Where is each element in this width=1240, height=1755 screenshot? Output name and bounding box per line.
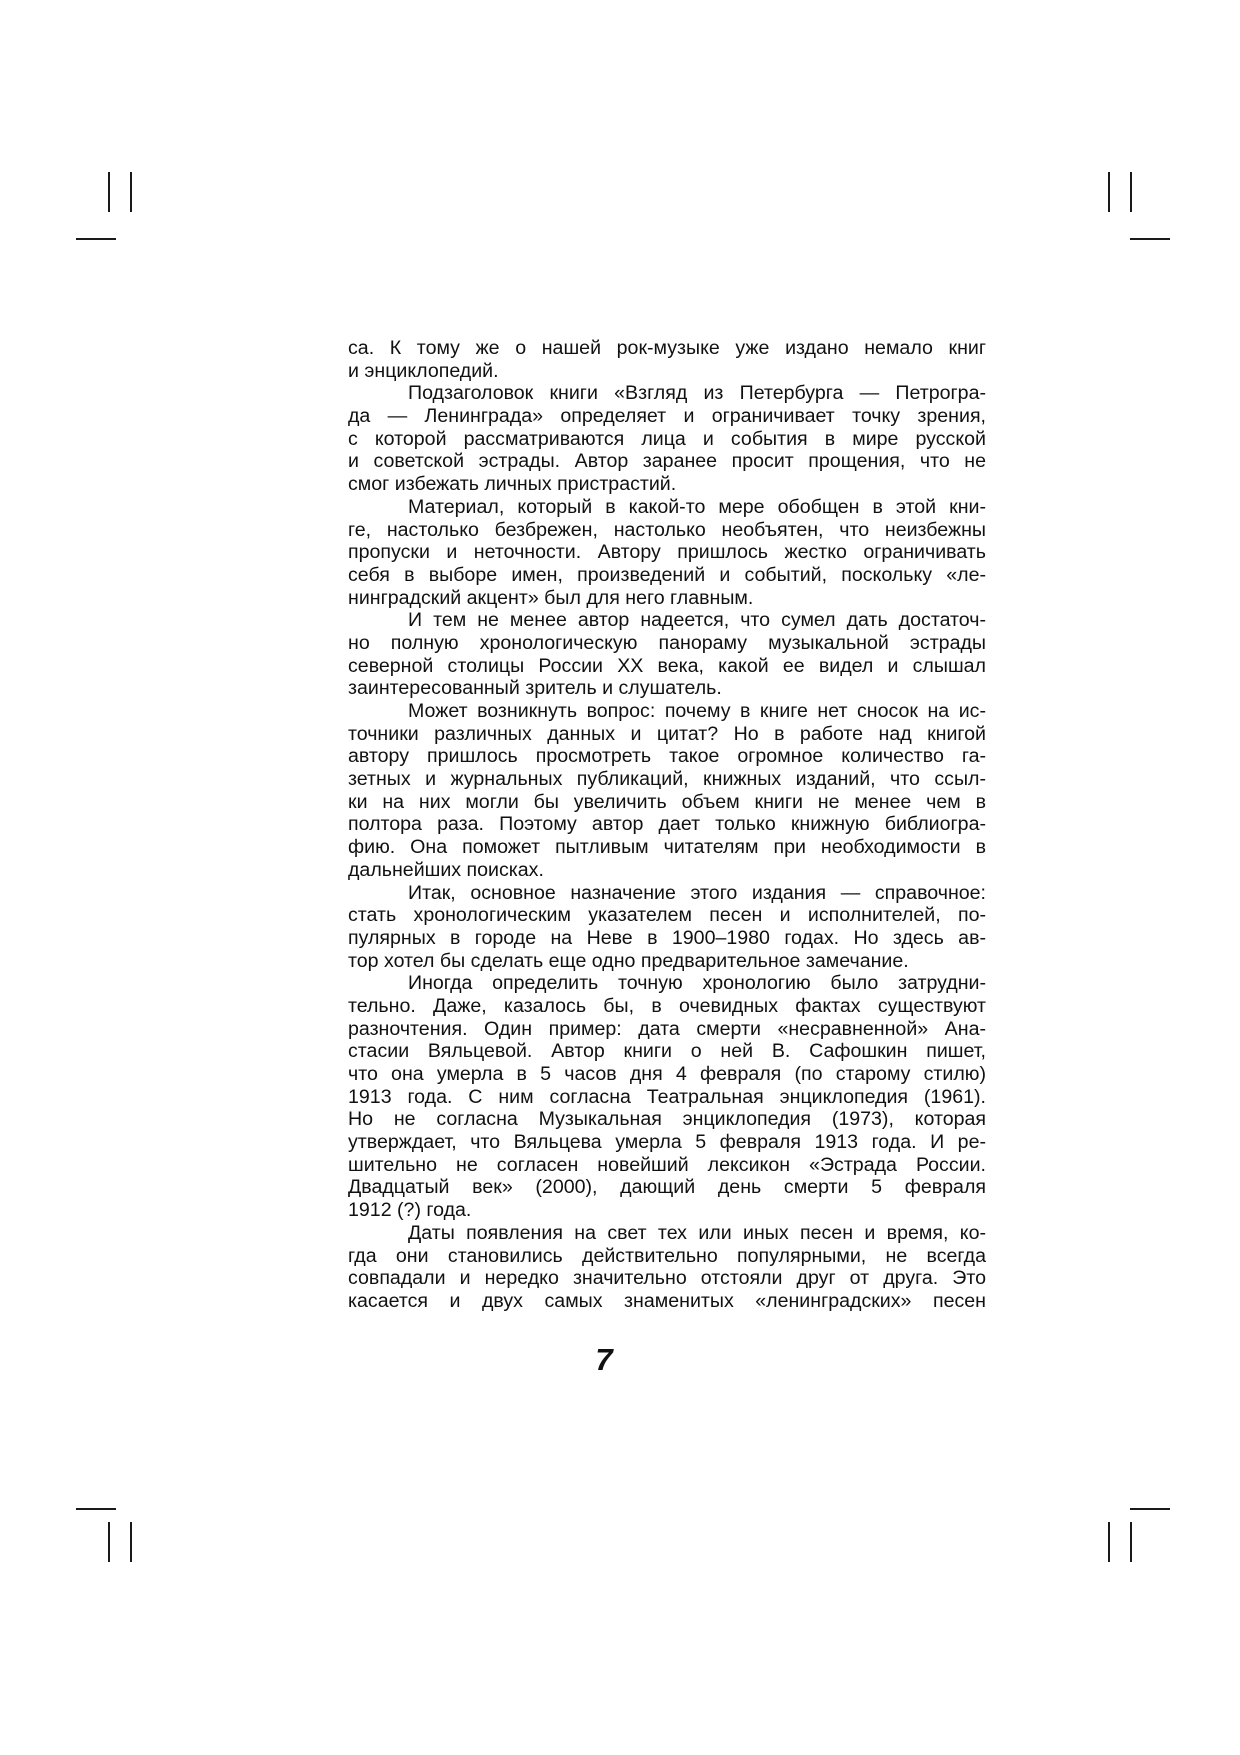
text-line: совпадали и нередко значительно отстояли друг от друга. Это xyxy=(348,1267,986,1290)
text-line: тельно. Даже, казалось бы, в очевидных фактах существуют xyxy=(348,994,986,1017)
text-line: стать хронологическим указателем песен и исполнителей, по- xyxy=(348,904,986,927)
text-line: ге, настолько безбрежен, настолько необъятен, что неизбежны xyxy=(348,518,986,541)
text-line: смог избежать личных пристрастий. xyxy=(348,473,677,496)
crop-mark xyxy=(1108,172,1110,212)
text-line: да — Ленинграда» определяет и ограничивает точку зрения, xyxy=(348,405,986,428)
text-line: но полную хронологическую панораму музыкальной эстрады xyxy=(348,631,986,654)
crop-mark xyxy=(130,1522,132,1562)
crop-mark xyxy=(1130,1508,1170,1510)
text-line: точники различных данных и цитат? Но в работе над книгой xyxy=(348,722,986,745)
text-line: автору пришлось просмотреть такое огромное количество га- xyxy=(348,745,986,768)
text-line: себя в выборе имен, произведений и событий, поскольку «ле- xyxy=(348,563,986,586)
text-line: Двадцатый век» (2000), дающий день смерти 5 февраля xyxy=(348,1176,986,1199)
crop-mark xyxy=(1130,238,1170,240)
paragraph xyxy=(348,972,986,1222)
text-line: стасии Вяльцевой. Автор книги о ней В. Сафошкин пишет, xyxy=(348,1040,986,1063)
crop-mark xyxy=(1108,1522,1110,1562)
text-line: северной столицы России XX века, какой ее видел и слышал xyxy=(348,654,986,677)
paragraph xyxy=(348,1222,986,1313)
text-line: дальнейших поисках. xyxy=(348,858,544,881)
text-line: шительно не согласен новейший лексикон «Эстрада России. xyxy=(348,1153,986,1176)
body-text xyxy=(348,337,986,1313)
text-line: 1913 года. С ним согласна Театральная энциклопедия (1961). xyxy=(348,1085,986,1108)
text-line: ки на них могли бы увеличить объем книги не менее чем в xyxy=(348,790,986,813)
paragraph xyxy=(348,337,986,382)
crop-mark xyxy=(1130,1522,1132,1562)
text-line: Материал, который в какой-то мере обобщен в этой кни- xyxy=(408,495,986,518)
crop-mark xyxy=(1130,172,1132,212)
text-line: Может возникнуть вопрос: почему в книге нет сносок на ис- xyxy=(408,700,986,722)
crop-mark xyxy=(76,238,116,240)
text-line: пропуски и неточности. Автору пришлось жестко ограничивать xyxy=(348,541,986,564)
paragraph xyxy=(348,496,986,609)
paragraph xyxy=(348,609,986,700)
text-line: что она умерла в 5 часов дня 4 февраля (по старому стилю) xyxy=(348,1063,986,1085)
text-line: фию. Она поможет пытливым читателям при необходимости в xyxy=(348,836,986,859)
paragraph xyxy=(348,700,986,882)
text-line: са. К тому же о нашей рок-музыке уже издано немало книг xyxy=(348,337,986,359)
text-line: и советской эстрады. Автор заранее просит прощения, что не xyxy=(348,450,986,473)
text-line: пулярных в городе на Неве в 1900–1980 годах. Но здесь ав- xyxy=(348,926,986,949)
text-line: нинградский акцент» был для него главным. xyxy=(348,586,754,609)
text-line: Но не согласна Музыкальная энциклопедия (1973), которая xyxy=(348,1108,986,1131)
text-line: и энциклопедий. xyxy=(348,359,499,382)
crop-mark xyxy=(108,172,110,212)
crop-mark xyxy=(108,1522,110,1562)
text-line: Иногда определить точную хронологию было затрудни- xyxy=(408,972,986,995)
text-line: Даты появления на свет тех или иных песен и время, ко- xyxy=(408,1221,986,1244)
paragraph xyxy=(348,382,986,495)
text-line: 1912 (?) года. xyxy=(348,1199,472,1222)
crop-mark xyxy=(76,1508,116,1510)
text-line: касается и двух самых знаменитых «ленинградских» песен xyxy=(348,1289,986,1312)
paragraph xyxy=(348,882,986,973)
crop-mark xyxy=(130,172,132,212)
text-line: И тем не менее автор надеется, что сумел дать достаточ- xyxy=(408,609,986,632)
text-line: утверждает, что Вяльцева умерла 5 февраля 1913 года. И ре- xyxy=(348,1131,986,1154)
text-line: Подзаголовок книги «Взгляд из Петербурга — Петрогра- xyxy=(408,382,986,405)
text-line: тор хотел бы сделать еще одно предварительное замечание. xyxy=(348,949,909,972)
text-line: разночтения. Один пример: дата смерти «несравненной» Ана- xyxy=(348,1017,986,1040)
text-line: зетных и журнальных публикаций, книжных изданий, что ссыл- xyxy=(348,768,986,791)
text-line: Итак, основное назначение этого издания — справочное: xyxy=(408,881,986,904)
text-line: гда они становились действительно популярными, не всегда xyxy=(348,1244,986,1267)
text-line: с которой рассматриваются лица и события в мире русской xyxy=(348,427,986,450)
page-number: 7 xyxy=(595,1342,613,1377)
text-line: заинтересованный зритель и слушатель. xyxy=(348,677,722,700)
text-line: полтора раза. Поэтому автор дает только книжную библиогра- xyxy=(348,813,986,836)
